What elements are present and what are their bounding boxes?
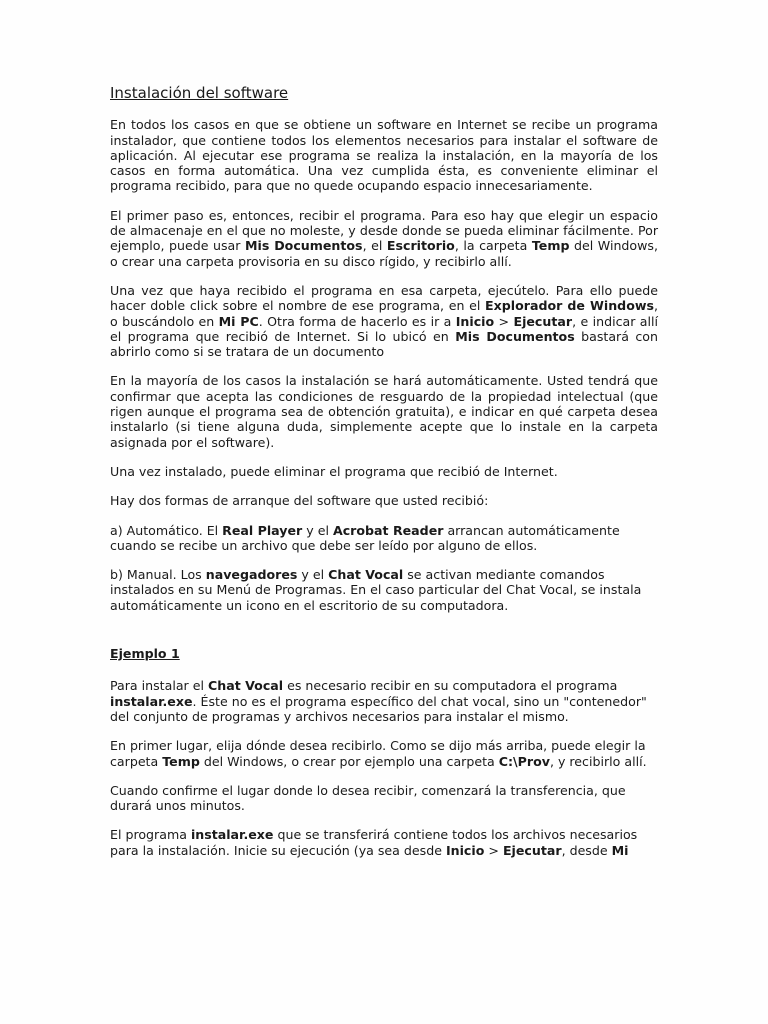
text: , desde	[561, 842, 612, 858]
paragraph-transfer: Cuando confirme el lugar donde lo desea recibir, comenzará la transferencia, que durará unos minutos.	[110, 782, 626, 814]
text: . Éste no es el programa específico del chat vocal, sino un "contenedor" del conjunto de programas y archivos necesarios para instalar el mismo.	[110, 693, 647, 724]
paragraph-manual	[110, 567, 658, 613]
text: arrancan automáticamente cuando se recibe un archivo que debe ser leído por alguno de ellos.	[110, 522, 620, 553]
text: >	[494, 313, 514, 329]
paragraph-execute	[110, 283, 658, 359]
text: se activan mediante comandos instalados en su Menú de Programas. En el caso particular del Chat Vocal, se instala automáticamente un icono en el escritorio de su computadora.	[110, 567, 642, 613]
bold-text: Acrobat Reader	[332, 522, 444, 538]
text: y el	[302, 522, 333, 538]
bold-text: Inicio	[455, 313, 495, 329]
text: es necesario recibir en su computadora el programa	[283, 678, 618, 694]
text: , la carpeta	[454, 238, 532, 254]
bold-text: Mi	[611, 842, 629, 858]
text: , o buscándolo en	[110, 298, 658, 329]
document-title: Instalación del software	[110, 84, 289, 102]
text: Para instalar el	[110, 678, 208, 694]
bold-text: Explorador de Windows	[485, 298, 654, 314]
bold-text: Chat Vocal	[208, 678, 284, 694]
section-heading-example: Ejemplo 1	[110, 646, 180, 662]
text: que se transferirá contiene todos los archivos necesarios para la instalación. Inicie su ejecución (ya sea desde	[110, 827, 638, 858]
text: El programa	[110, 827, 191, 843]
bold-text: Inicio	[445, 842, 485, 858]
paragraph-choose-location	[110, 738, 658, 769]
bold-text: navegadores	[205, 567, 298, 583]
bold-text: Escritorio	[386, 238, 455, 254]
bold-text: Chat Vocal	[328, 567, 404, 583]
text: . Otra forma de hacerlo es ir a	[258, 313, 456, 329]
bold-text: Ejecutar	[513, 313, 573, 329]
document-page	[110, 86, 658, 872]
text: El primer paso es, entonces, recibir el programa. Para eso hay que elegir un espacio de almacenaje en el que no moleste, y desde donde se pueda eliminar fácilmente. Por ejemplo, puede usar	[110, 207, 658, 254]
text: b) Manual. Los	[110, 567, 206, 583]
paragraph-chat-vocal	[110, 678, 658, 724]
text: En primer lugar, elija dónde desea recibirlo. Como se dijo más arriba, puede elegir la carpeta	[110, 738, 646, 769]
text: , el	[362, 238, 387, 254]
bold-text: Temp	[162, 753, 200, 769]
paragraph-delete: Una vez instalado, puede eliminar el programa que recibió de Internet.	[110, 463, 558, 479]
paragraph-automatic-install: En la mayoría de los casos la instalación se hará automáticamente. Usted tendrá que confirmar que acepta las condiciones de resguardo de la propiedad intelectual (que rigen aunque el programa sea de obtención gratuita), e indicar en qué carpeta desea instalarlo (si tiene alguna duda, simplemente acepte que lo instale en la carpeta asignada por el software).	[110, 373, 658, 450]
text: del Windows, o crear una carpeta provisoria en su disco rígido, y recibirlo allí.	[110, 238, 658, 269]
text: y el	[297, 567, 329, 583]
bold-text: Mi PC	[218, 313, 259, 329]
bold-text: Ejecutar	[502, 842, 562, 858]
text: a) Automático. El	[110, 522, 223, 538]
text: del Windows, o crear por ejemplo una carpeta	[199, 753, 499, 769]
bold-text: Real Player	[222, 522, 303, 538]
paragraph-intro: En todos los casos en que se obtiene un software en Internet se recibe un programa instalador, que contiene todos los elementos necesarios para instalar el software de aplicación. Al ejecutar ese programa se realiza la instalación, en la mayoría de los casos en forma automática. Una vez cumplida ésta, es conveniente eliminar el programa recibido, para que no quede ocupando espacio innecesariamente.	[110, 117, 658, 194]
text: Una vez que haya recibido el programa en esa carpeta, ejecútelo. Para ello puede hacer doble click sobre el nombre de ese programa, en el	[110, 282, 658, 314]
paragraph-automatic	[110, 523, 658, 554]
bold-text: instalar.exe	[190, 827, 274, 843]
bold-text: Temp	[531, 238, 570, 254]
text: >	[484, 842, 503, 858]
text: bastará con abrirlo como si se tratara de un documento	[110, 328, 658, 360]
bold-text: instalar.exe	[110, 693, 193, 709]
paragraph-installer	[110, 827, 658, 858]
text: , e indicar allí el programa que recibió de Internet. Si lo ubicó en	[110, 313, 658, 344]
bold-text: Mis Documentos	[244, 238, 363, 254]
text: , y recibirlo allí.	[549, 753, 647, 769]
bold-text: C:\Prov	[498, 753, 550, 769]
paragraph-first-step	[110, 208, 658, 269]
bold-text: Mis Documentos	[455, 328, 575, 344]
paragraph-startup-forms: Hay dos formas de arranque del software que usted recibió:	[110, 493, 489, 509]
